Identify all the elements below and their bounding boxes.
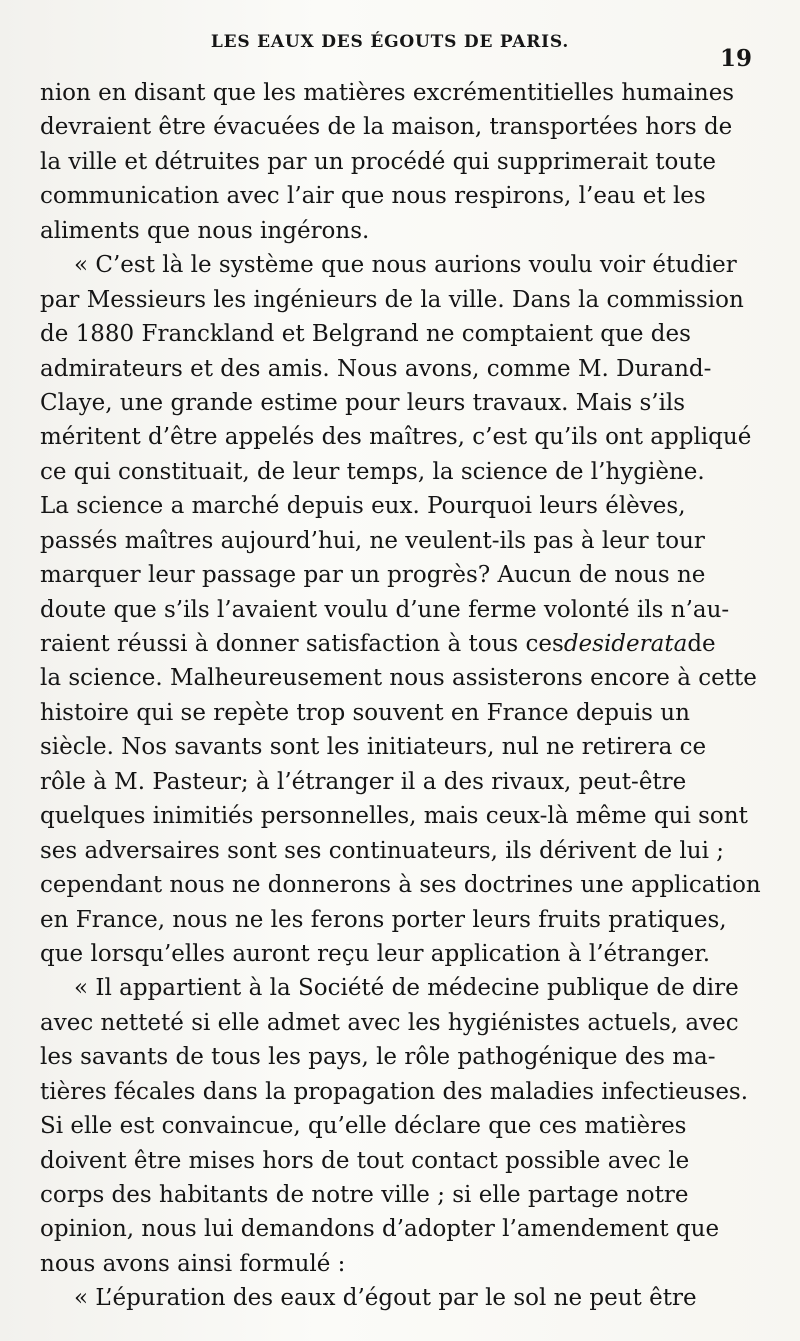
text-line-7: par Messieurs les ingénieurs de la ville. Dans la commission [40,286,744,313]
text-line-32: doivent être mises hors de tout contact possible avec le [40,1147,690,1174]
text-line-35: nous avons ainsi formulé : [40,1250,346,1277]
body-text [40,76,762,1316]
italic-desiderata: desiderata [563,631,688,657]
text-line-9: admirateurs et des amis. Nous avons, comme M. Durand- [40,355,712,382]
text-line-5: aliments que nous ingérons. [40,217,370,244]
text-line-10: Claye, une grande estime pour leurs travaux. Mais s’ils [40,389,686,416]
text-line-17-after: de [687,631,716,657]
text-line-28: avec netteté si elle admet avec les hygiénistes actuels, avec [40,1009,739,1036]
running-title: LES EAUX DES ÉGOUTS DE PARIS. [210,32,570,52]
text-line-11: méritent d’être appelés des maîtres, c’est qu’ils ont appliqué [40,424,752,451]
text-line-22: quelques inimitiés personnelles, mais ceux-là même qui sont [40,803,748,830]
text-line-8: de 1880 Franckland et Belgrand ne comptaient que des [40,321,691,348]
text-line-33: corps des habitants de notre ville ; si elle partage notre [40,1182,689,1208]
text-line-1: nion en disant que les matières excrémentitielles humaines [40,80,735,106]
text-line-16: doute que s’ils l’avaient voulu d’une ferme volonté ils n’au- [40,596,730,623]
text-line-13: La science a marché depuis eux. Pourquoi leurs élèves, [40,493,686,520]
text-line-30: tières fécales dans la propagation des maladies infectieuses. [40,1078,749,1105]
text-line-17 [40,627,762,661]
text-line-26: que lorsqu’elles auront reçu leur application à l’étranger. [40,940,710,967]
text-line-20: siècle. Nos savants sont les initiateurs, nul ne retirera ce [40,734,707,761]
text-line-29: les savants de tous les pays, le rôle pathogénique des ma- [40,1044,716,1071]
page-number: 19 [719,45,752,72]
text-line-17-before: raient réussi à donner satisfaction à tous ces [40,631,564,657]
text-line-14: passés maîtres aujourd’hui, ne veulent-ils pas à leur tour [40,527,705,554]
text-line-4: communication avec l’air que nous respirons, l’eau et les [40,183,706,210]
text-line-6: « C’est là le système que nous aurions voulu voir étudier [74,252,737,279]
text-line-27: « Il appartient à la Société de médecine publique de dire [74,975,739,1002]
text-line-12: ce qui constituait, de leur temps, la science de l’hygiène. [40,458,705,485]
text-line-19: histoire qui se repète trop souvent en France depuis un [40,699,690,726]
text-line-25: en France, nous ne les ferons porter leurs fruits pratiques, [40,906,727,933]
text-line-15: marquer leur passage par un progrès? Aucun de nous ne [40,562,706,589]
text-line-23: ses adversaires sont ses continuateurs, ils dérivent de lui ; [40,837,724,864]
text-line-2: devraient être évacuées de la maison, transportées hors de [40,114,733,141]
text-line-18: la science. Malheureusement nous assisterons encore à cette [40,665,757,692]
text-line-34: opinion, nous lui demandons d’adopter l’amendement que [40,1216,720,1243]
text-line-3: la ville et détruites par un procédé qui supprimerait toute [40,148,717,175]
text-line-31: Si elle est convaincue, qu’elle déclare que ces matières [40,1113,687,1140]
text-line-24: cependant nous ne donnerons à ses doctrines une application [40,872,761,899]
text-line-21: rôle à M. Pasteur; à l’étranger il a des rivaux, peut-être [40,768,687,795]
text-line-36: « L’épuration des eaux d’égout par le sol ne peut être [74,1285,697,1312]
